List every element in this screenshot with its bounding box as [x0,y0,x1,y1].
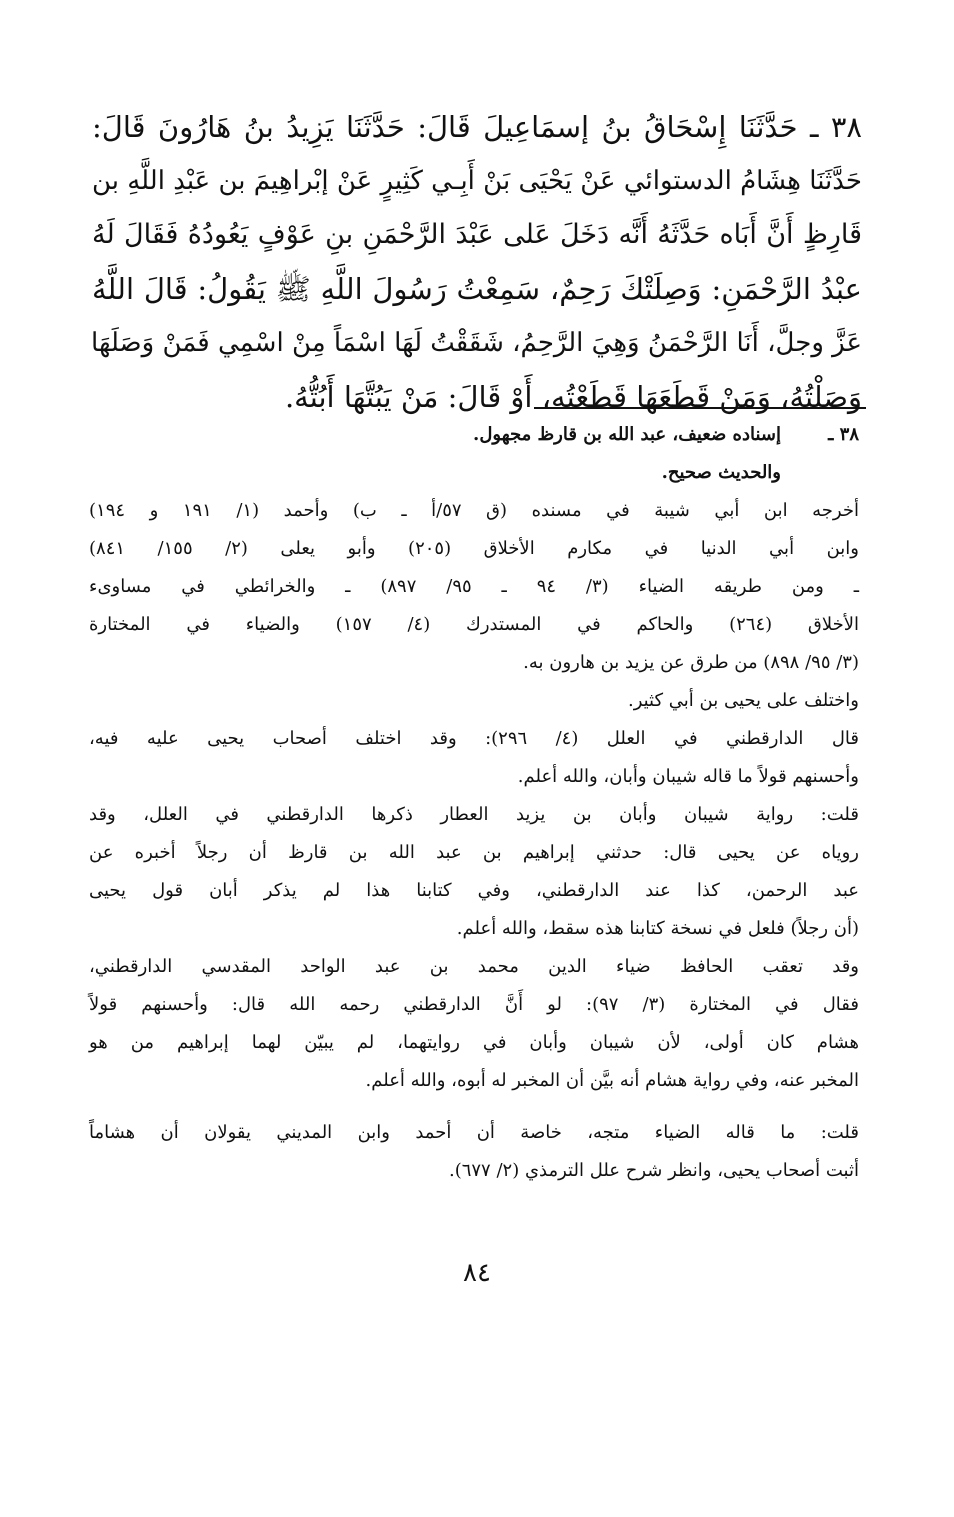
hadith-line: حَدَّثَنَا هِشَامُ الدستوائي عَنْ يَحْيَى بَنْ أَبِـي كَثِيرٍ عَنْ إبْراهِيمَ بن عَبْدِ اللَّهِ بن [91,166,862,196]
footnote-line: الأخلاق (٢٦٤) والحاكم في المستدرك (٤/ ١٥٧) والضياء في المختارة [89,614,860,635]
hadith-line: وَصَلْتُهُ، وَمَنْ قَطَعَهَا قَطَعْتُه، أَوْ قَالَ: مَنْ يَبُتَّهَا أَبُتُّهُ. [284,380,862,414]
footnote-line: المخبر عنه، وفي رواية هشام أنه بيَّن أن المخبر له أبوه، والله أعلم. [365,1070,859,1091]
footnote-first-line [89,416,859,454]
footnote-line: وقد تعقب الحافظ ضياء الدين محمد بن عبد الواحد المقدسي الدارقطني، [89,956,859,977]
footnote-line: قلت: ما قاله الضياء متجه، خاصة أن أحمد وابن المديني يقولان أن هشاماً [89,1122,859,1143]
footnote-number: ٣٨ ـ [828,424,859,445]
footnote-line: روياه عن يحيى قال: حدثني إبراهيم بن عبد الله بن قارظ أن رجلاً أخبره عن [89,842,859,863]
footnote-text: إسناده ضعيف، عبد الله بن قارظ مجهول. [473,424,781,445]
footnote-line: قلت: رواية شيبان وأبان بن يزيد العطار ذكرها الدارقطني في العلل، وقد [89,804,859,825]
hadith-line: عبْدُ الرَّحْمَنِ: وَصِلَتْكَ رَحِمٌ، سَمِعْتُ رَسُولَ اللَّهِ ﷺ يَقُولُ: قَالَ اللَّهُ [92,272,862,306]
hadith-text [92,100,862,424]
hadith-line: قَارِظٍ أَنَّ أَبَاه حَدَّثَهُ أَنَّه دَخَلَ عَلى عَبْدَ الرَّحْمَنِ بنِ عَوْفٍ يَعُودُهُ فَقَالَ لَهُ [92,219,862,250]
footnote-line: (أن رجلاً) فلعل في نسخة كتابنا هذه سقط، والله أعلم. [456,918,859,939]
footnote-line: وأحسنهم قولاً ما قاله شيبان وأبان، والله أعلم. [517,766,859,787]
page-number: ٨٤ [463,1258,491,1288]
footnote-line: فقال في المختارة (٣/ ٩٧): لو أَنَّ الدارقطني رحمه الله قال: وأحسنهم قولاً [89,994,859,1015]
footnote-line: وابن أبي الدنيا في مكارم الأخلاق (٢٠٥) وأبو يعلى (٢/ ١٥٥/ ٨٤١) [89,538,859,559]
footnote-line: ـ ومن طريقه الضياء (٣/ ٩٤ ـ ٩٥/ ٨٩٧) ـ والخرائطي في مساوىء [89,576,860,597]
hadith-line: ٣٨ ـ حَدَّثَنَا إِسْحَاقُ بنُ إسمَاعِيلَ قَالَ: حَدَّثَنَا يَزِيدُ بنُ هَارُونَ قَالَ: [92,110,862,144]
footnote-line: عبد الرحمن، كذا عند الدارقطني، وفي كتابنا هذا لم يذكر أبان قول يحيى [89,880,859,901]
footnote-line: هشام كان أولى، لأن شيبان وأبان في روايتهما، لم يبيّن لهما إبراهيم من هو [89,1032,859,1053]
footnotes [89,416,859,1190]
footnote-divider [534,407,866,409]
footnote-line: أثبت أصحاب يحيى، وانظر شرح علل الترمذي (٢/ ٦٧٧). [448,1160,859,1181]
footnote-line: (٣/ ٩٥/ ٨٩٨) من طرق عن يزيد بن هارون به. [523,652,859,673]
hadith-line: عَزَّ وجلَّ، أَنَا الرَّحْمَنُ وَهِيَ الرَّحِمُ، شَقَقْتُ لَهَا اسْمَاً مِنْ اسْمِي فَمَنْ وَصَلَهَا [91,328,862,358]
footnote-line: واختلف على يحيى بن أبي كثير. [627,690,859,711]
footnote-line: والحديث صحيح. [661,462,781,483]
footnote-line: أخرجه ابن أبي شيبة في مسنده (ق ٥٧/أ ـ ب) وأحمد (١/ ١٩١ و ١٩٤) [89,500,859,521]
footnote-line: قال الدارقطني في العلل (٤/ ٢٩٦): وقد اختلف أصحاب يحيى عليه فيه، [89,728,859,749]
